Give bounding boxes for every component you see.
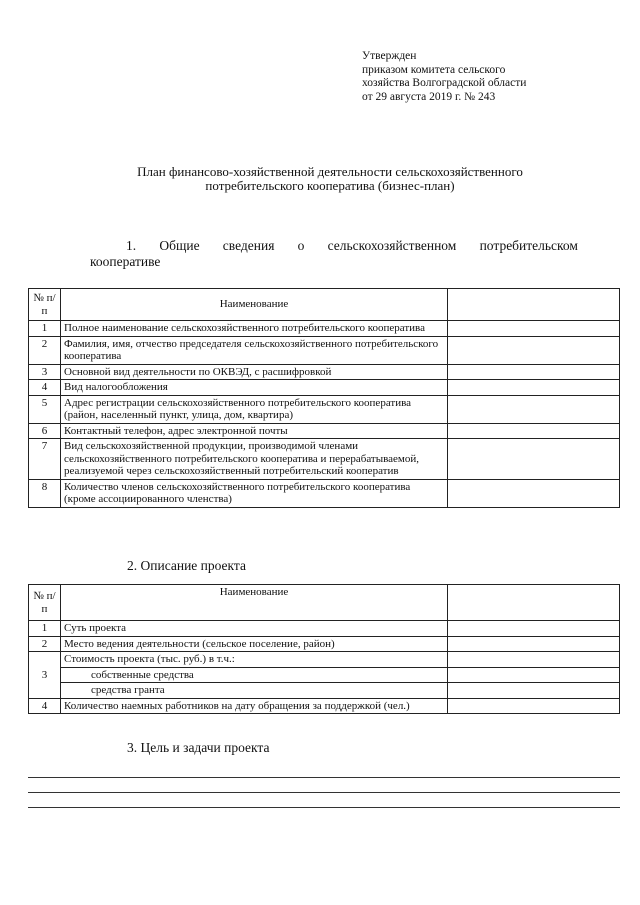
- title-line-1: План финансово-хозяйственной деятельности сельскохозяйственного: [137, 164, 523, 179]
- row-number: 3: [29, 364, 61, 380]
- value-cell[interactable]: [448, 336, 620, 364]
- approval-block: [362, 50, 526, 104]
- row-number: 5: [29, 395, 61, 423]
- heading-word: потребительском: [479, 238, 578, 253]
- row-label: Вид сельскохозяйственной продукции, производимой членами сельскохозяйственного потребительского кооператива и перерабатываемой, реализуемой через сельскохозяйственный потребительский кооператив: [61, 439, 448, 480]
- table-row: [29, 652, 620, 668]
- value-cell[interactable]: [448, 698, 620, 714]
- row-number: 1: [29, 321, 61, 337]
- value-cell[interactable]: [448, 395, 620, 423]
- value-cell[interactable]: [448, 380, 620, 396]
- heading-word: Общие: [159, 238, 200, 253]
- general-info-table: [28, 288, 620, 508]
- project-description-table: [28, 584, 620, 714]
- table-row: [29, 423, 620, 439]
- row-number: 1: [29, 621, 61, 637]
- row-label: Фамилия, имя, отчество председателя сельскохозяйственного потребительского кооператива: [61, 336, 448, 364]
- table-header-row: [29, 585, 620, 621]
- row-label: Полное наименование сельскохозяйственного потребительского кооператива: [61, 321, 448, 337]
- value-cell[interactable]: [448, 439, 620, 480]
- heading-word: сведения: [222, 238, 275, 253]
- section-2-heading: 2. Описание проекта: [127, 558, 246, 573]
- table-row: [29, 395, 620, 423]
- value-cell[interactable]: [448, 667, 620, 683]
- answer-line[interactable]: [28, 777, 620, 778]
- value-cell[interactable]: [448, 621, 620, 637]
- table-row: [29, 636, 620, 652]
- row-label: Контактный телефон, адрес электронной почты: [61, 423, 448, 439]
- table-header-row: [29, 289, 620, 321]
- heading-line-2: кооперативе: [90, 254, 161, 269]
- table-row: [29, 698, 620, 714]
- row-label: Основной вид деятельности по ОКВЭД, с расшифровкой: [61, 364, 448, 380]
- row-number: 7: [29, 439, 61, 480]
- approval-line: приказом комитета сельского: [362, 63, 506, 76]
- answer-line[interactable]: [28, 792, 620, 793]
- value-cell[interactable]: [448, 321, 620, 337]
- row-label: Стоимость проекта (тыс. руб.) в т.ч.:: [61, 652, 448, 668]
- table-subrow: [29, 683, 620, 699]
- row-label: Адрес регистрации сельскохозяйственного потребительского кооператива (район, населенный пункт, улица, дом, квартира): [61, 395, 448, 423]
- answer-line[interactable]: [28, 807, 620, 808]
- table-row: [29, 364, 620, 380]
- approval-line: хозяйства Волгоградской области: [362, 77, 527, 89]
- value-cell[interactable]: [448, 585, 620, 621]
- value-cell[interactable]: [448, 289, 620, 321]
- row-number: 2: [29, 636, 61, 652]
- table-row: [29, 380, 620, 396]
- section-3-heading: 3. Цель и задачи проекта: [127, 740, 270, 755]
- heading-word: 1.: [126, 238, 137, 253]
- name-header: Наименование: [61, 585, 448, 621]
- section-1-heading: [90, 238, 578, 270]
- row-number: 3: [29, 652, 61, 699]
- table-row: [29, 439, 620, 480]
- num-header: № п/п: [29, 585, 61, 621]
- row-label: Место ведения деятельности (сельское поселение, район): [61, 636, 448, 652]
- value-cell[interactable]: [448, 683, 620, 699]
- row-number: 6: [29, 423, 61, 439]
- table-row: [29, 621, 620, 637]
- value-cell[interactable]: [448, 364, 620, 380]
- row-label: Количество членов сельскохозяйственного потребительского кооператива (кроме ассоциированного членства): [61, 479, 448, 507]
- heading-word: сельскохозяйственном: [327, 238, 457, 253]
- value-cell[interactable]: [448, 423, 620, 439]
- table-subrow: [29, 667, 620, 683]
- subrow-label: средства гранта: [61, 683, 448, 699]
- approval-line: Утвержден: [362, 50, 417, 62]
- heading-word: о: [297, 238, 305, 253]
- title-line-2: потребительского кооператива (бизнес-план): [205, 178, 455, 193]
- num-header: № п/п: [29, 289, 61, 321]
- subrow-label: собственные средства: [61, 667, 448, 683]
- row-number: 8: [29, 479, 61, 507]
- table-row: [29, 479, 620, 507]
- value-cell[interactable]: [448, 652, 620, 668]
- row-number: 4: [29, 698, 61, 714]
- row-label: Количество наемных работников на дату обращения за поддержкой (чел.): [61, 698, 448, 714]
- row-label: Суть проекта: [61, 621, 448, 637]
- row-number: 4: [29, 380, 61, 396]
- row-label: Вид налогообложения: [61, 380, 448, 396]
- table-row: [29, 336, 620, 364]
- document-title: [60, 165, 600, 193]
- name-header: Наименование: [61, 289, 448, 321]
- value-cell[interactable]: [448, 479, 620, 507]
- row-number: 2: [29, 336, 61, 364]
- approval-line: от 29 августа 2019 г. № 243: [362, 90, 496, 103]
- value-cell[interactable]: [448, 636, 620, 652]
- table-row: [29, 321, 620, 337]
